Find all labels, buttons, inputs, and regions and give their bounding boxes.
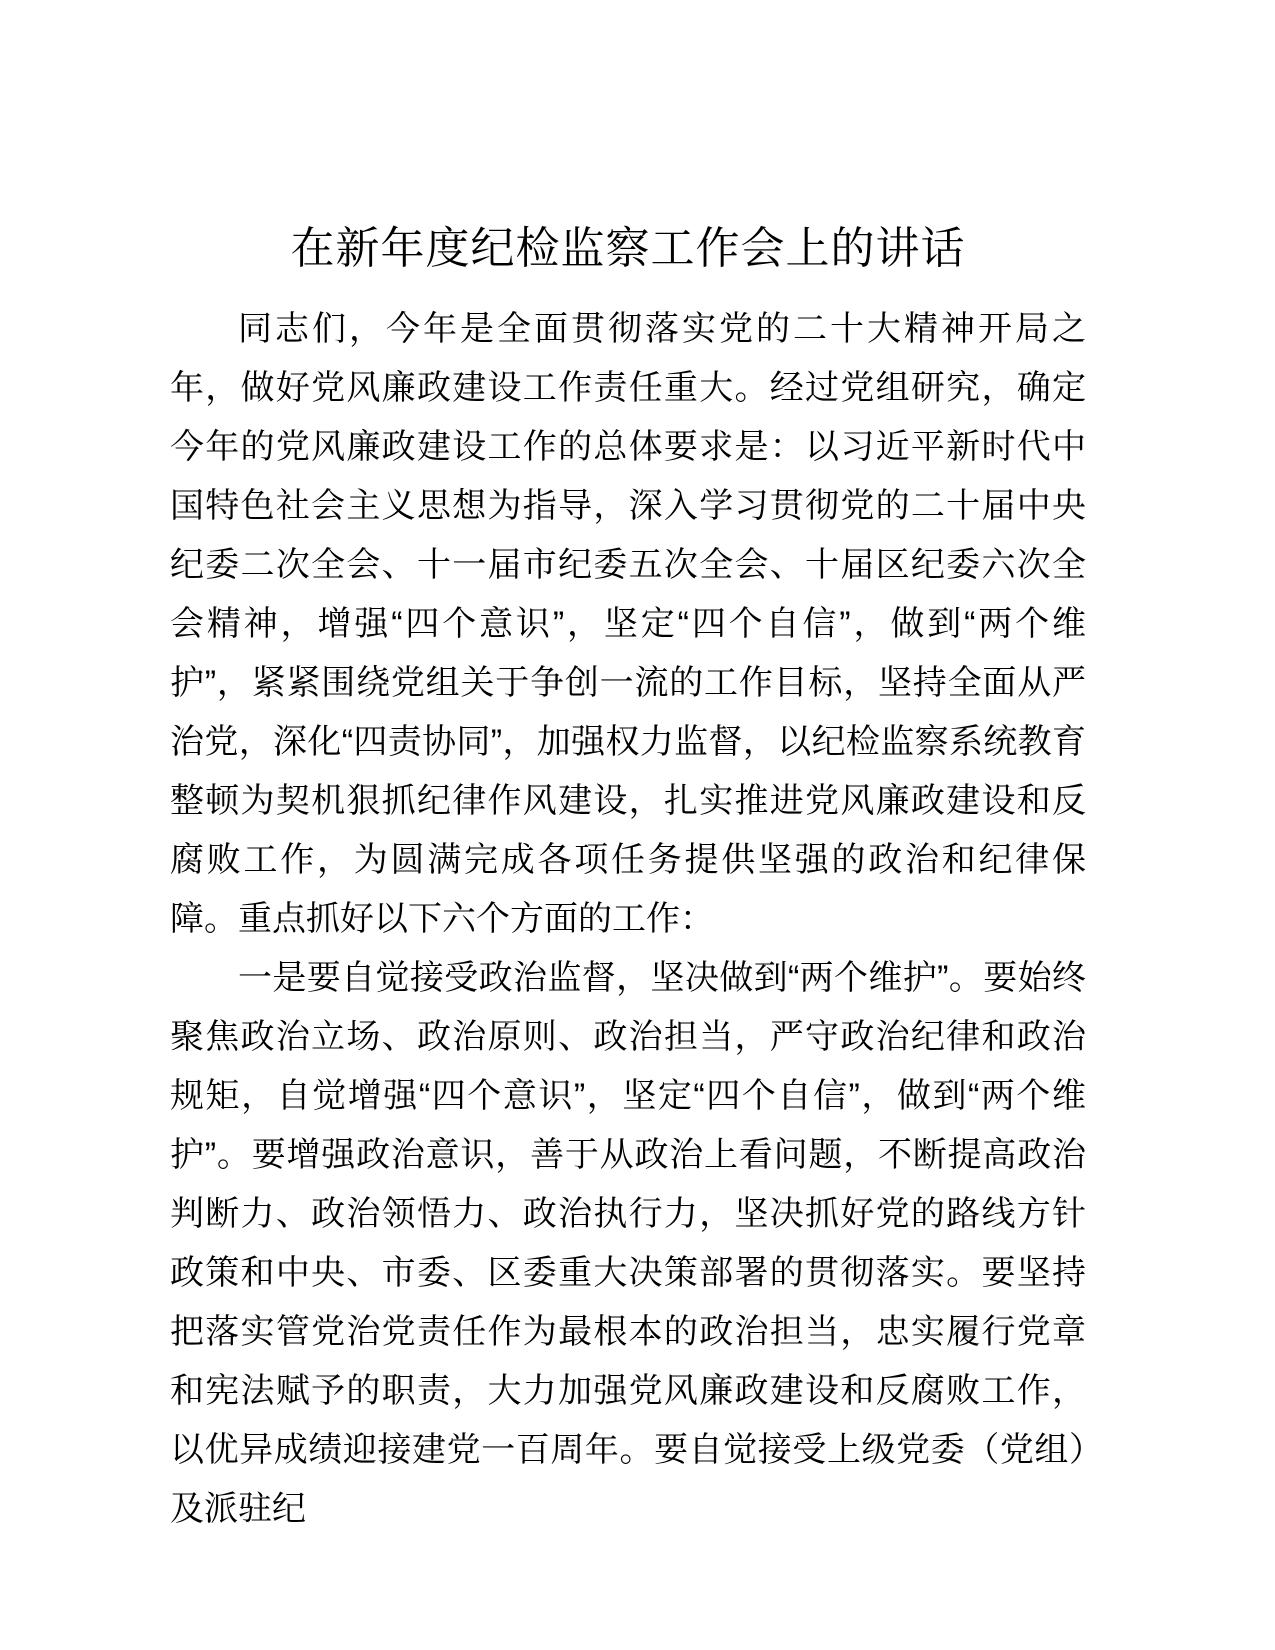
- document-title: 在新年度纪检监察工作会上的讲话: [290, 224, 966, 273]
- document-content: [170, 222, 1086, 1539]
- paragraph-point-one: 一是要自觉接受政治监督，坚决做到“两个维护”。要始终聚焦政治立场、政治原则、政治担当，严守政治纪律和政治规矩，自觉增强“四个意识”，坚定“四个自信”，做到“两个维护”。要增强政治意识，善于从政治上看问题，不断提高政治判断力、政治领悟力、政治执行力，坚决抓好党的路线方针政策和中央、市委、区委重大决策部署的贯彻落实。要坚持把落实管党治党责任作为最根本的政治担当，忠实履行党章和宪法赋予的职责，大力加强党风廉政建设和反腐败工作，以优异成绩迎接建党一百周年。要自觉接受上级党委（党组）及派驻纪: [170, 959, 1086, 1528]
- paragraph-intro: 同志们，今年是全面贯彻落实党的二十大精神开局之年，做好党风廉政建设工作责任重大。经过党组研究，确定今年的党风廉政建设工作的总体要求是：以习近平新时代中国特色社会主义思想为指导，深入学习贯彻党的二十届中央纪委二次全会、十一届市纪委五次全会、十届区纪委六次全会精神，增强“四个意识”，坚定“四个自信”，做到“两个维护”，紧紧围绕党组关于争创一流的工作目标，坚持全面从严治党，深化“四责协同”，加强权力监督，以纪检监察系统教育整顿为契机狠抓纪律作风建设，扎实推进党风廉政建设和反腐败工作，为圆满完成各项任务提供坚强的政治和纪律保障。重点抓好以下六个方面的工作：: [170, 310, 1086, 938]
